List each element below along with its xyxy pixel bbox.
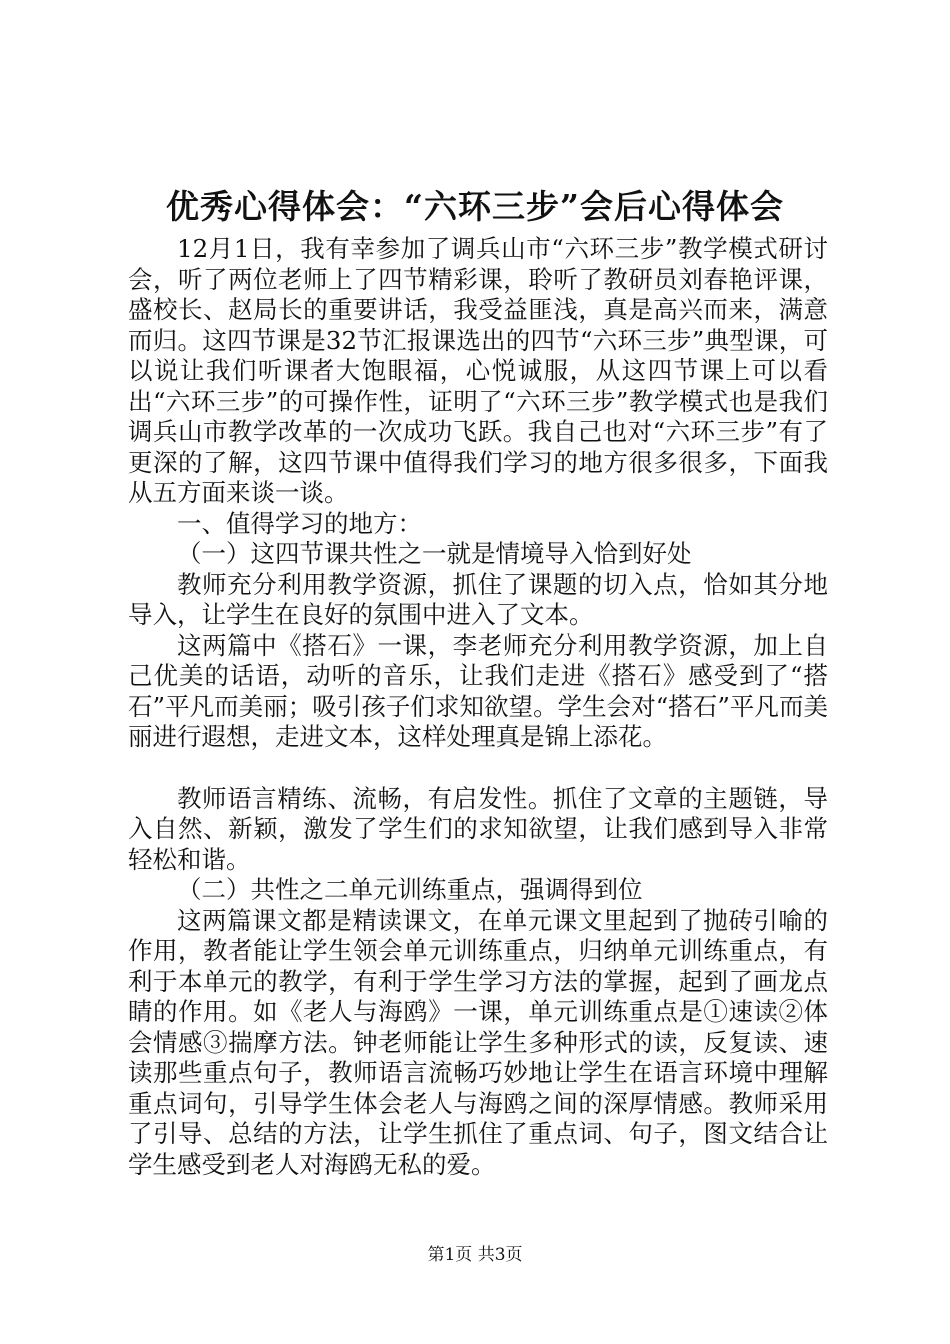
paragraph: 教师语言精练、流畅，有启发性。抓住了文章的主题链，导入自然、新颖，激发了学生们的求知欲望，让我们感到导入非常轻松和谐。 [128,783,828,874]
paragraph: 这两篇中《搭石》一课，李老师充分利用教学资源，加上自己优美的话语，动听的音乐，让我们走进《搭石》感受到了“搭石”平凡而美丽；吸引孩子们求知欲望。学生会对“搭石”平凡而美丽进行遐想，走进文本，这样处理真是锦上添花。 [128,630,828,751]
page-indicator: 第1页 共3页 [427,1245,523,1265]
paragraph: 这两篇课文都是精读课文，在单元课文里起到了抛砖引喻的作用，教者能让学生领会单元训练重点，归纳单元训练重点，有利于本单元的教学，有利于学生学习方法的掌握，起到了画龙点睛的作用。如《老人与海鸥》一课，单元训练重点是①速读②体会情感③揣摩方法。钟老师能让学生多种形式的读，反复读、速读那些重点句子，教师语言流畅巧妙地让学生在语言环境中理解重点词句，引导学生体会老人与海鸥之间的深厚情感。教师采用了引导、总结的方法，让学生抓住了重点词、句子，图文结合让学生感受到老人对海鸥无私的爱。 [128,905,828,1179]
paragraph: 教师充分利用教学资源，抓住了课题的切入点，恰如其分地导入，让学生在良好的氛围中进入了文本。 [128,569,828,629]
subsection-heading-2: （二）共性之二单元训练重点，强调得到位 [177,875,643,904]
document-title: 优秀心得体会：“六环三步”会后心得体会 [166,187,784,226]
subsection-heading-1: （一）这四节课共性之一就是情境导入恰到好处 [177,539,692,568]
paragraph-intro: 12月1日，我有幸参加了调兵山市“六环三步”教学模式研讨会，听了两位老师上了四节精彩课，聆听了教研员刘春艳评课，盛校长、赵局长的重要讲话，我受益匪浅，真是高兴而来，满意而归。这四节课是32节汇报课选出的四节“六环三步”典型课，可以说让我们听课者大饱眼福，心悦诚服，从这四节课上可以看出“六环三步”的可操作性，证明了“六环三步”教学模式也是我们调兵山市教学改革的一次成功飞跃。我自己也对“六环三步”有了更深的了解，这四节课中值得我们学习的地方很多很多，下面我从五方面来谈一谈。 [128,234,828,507]
document-body [128,234,828,1180]
section-heading-1: 一、值得学习的地方： [177,508,422,538]
